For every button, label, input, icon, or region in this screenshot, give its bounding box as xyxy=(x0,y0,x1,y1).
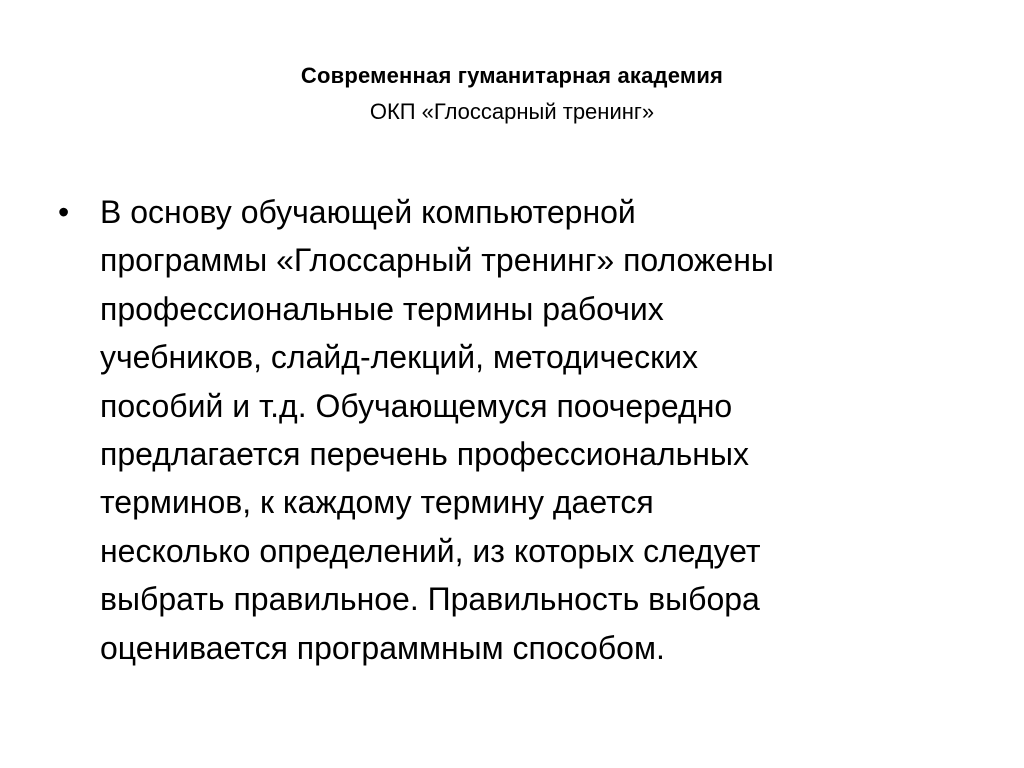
bullet-item xyxy=(58,188,958,672)
bullet-text xyxy=(100,188,774,672)
text-line: несколько определений, из которых следует xyxy=(100,532,761,569)
text-line: предлагается перечень профессиональных xyxy=(100,436,749,473)
text-line: профессиональные термины рабочих xyxy=(100,290,664,327)
slide-header xyxy=(0,58,1024,130)
slide-subtitle: ОКП «Глоссарный тренинг» xyxy=(369,99,655,124)
bullet-icon: • xyxy=(58,194,70,230)
slide-title: Современная гуманитарная академия xyxy=(300,63,724,88)
text-line: В основу обучающей компьютерной xyxy=(100,194,636,230)
text-line: выбрать правильное. Правильность выбора xyxy=(100,581,760,618)
slide-body xyxy=(58,188,958,672)
text-line: программы «Глоссарный тренинг» положены xyxy=(100,242,774,279)
text-line: пособий и т.д. Обучающемуся поочередно xyxy=(100,387,733,424)
text-line: терминов, к каждому термину дается xyxy=(100,484,654,521)
text-line: учебников, слайд-лекций, методических xyxy=(100,339,698,376)
text-line: оценивается программным способом. xyxy=(100,629,665,666)
